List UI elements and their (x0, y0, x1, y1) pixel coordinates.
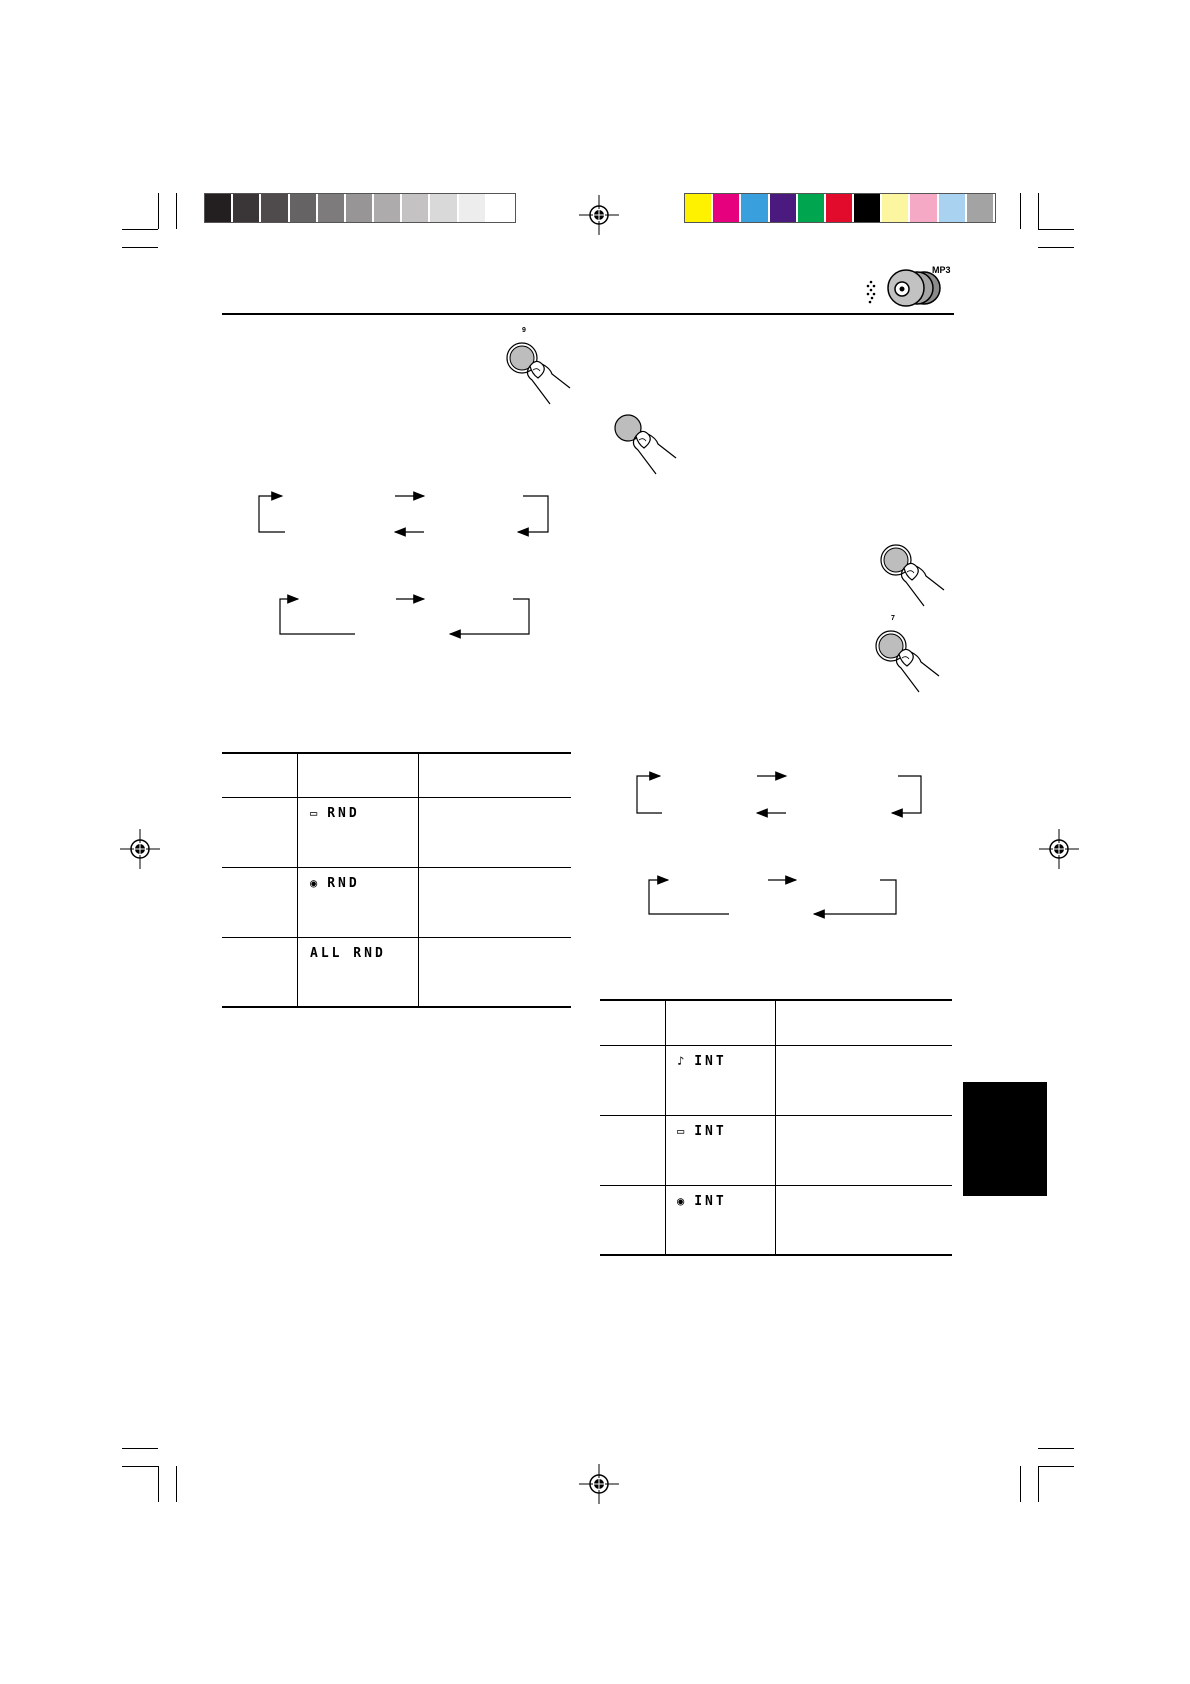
lcd-display-text: INT (694, 1054, 727, 1069)
disc-icon: ◉ (677, 1194, 685, 1208)
color-swatch (713, 194, 739, 222)
button-press-left-icon (608, 410, 678, 480)
lcd-display-text: INT (694, 1124, 727, 1139)
color-swatch (798, 194, 824, 222)
cycle-diagram-right-1 (628, 767, 938, 827)
color-swatch (487, 194, 513, 222)
table-row (677, 1194, 727, 1209)
color-swatch (233, 194, 259, 222)
table-row (310, 806, 360, 821)
lcd-display-text: RND (327, 806, 360, 821)
button-press-7-icon (871, 628, 943, 698)
lcd-display-text: INT (694, 1194, 727, 1209)
disc-icon: ◉ (310, 876, 318, 890)
color-swatch (910, 194, 936, 222)
color-swatch (402, 194, 428, 222)
color-swatch (459, 194, 485, 222)
color-swatch (261, 194, 287, 222)
button-number-7: 7 (891, 615, 895, 622)
color-swatch (770, 194, 796, 222)
color-swatch (430, 194, 456, 222)
registration-mark-right (1039, 829, 1079, 869)
color-swatch (290, 194, 316, 222)
cycle-diagram-left-1 (250, 485, 560, 545)
table-row (677, 1124, 727, 1139)
color-swatch (967, 194, 993, 222)
color-swatch (374, 194, 400, 222)
music-note-icon: ♪ (677, 1054, 685, 1068)
color-swatch (826, 194, 852, 222)
header-rule (222, 313, 954, 315)
color-swatch (939, 194, 965, 222)
process-color-bar (684, 193, 996, 223)
mp3-logo-label: MP3 (932, 265, 951, 275)
registration-mark-left (120, 829, 160, 869)
folder-icon: ▭ (310, 806, 318, 820)
color-swatch (685, 194, 711, 222)
table-row (677, 1054, 727, 1069)
grayscale-color-bar (204, 193, 516, 223)
color-swatch (318, 194, 344, 222)
registration-mark-top (579, 195, 619, 235)
table-row (310, 946, 386, 961)
button-number-9: 9 (522, 327, 526, 334)
lcd-display-text: RND (327, 876, 360, 891)
table-row (310, 876, 360, 891)
cycle-diagram-left-2 (270, 590, 540, 640)
button-press-9-icon (502, 340, 572, 410)
color-swatch (854, 194, 880, 222)
color-swatch (205, 194, 231, 222)
color-swatch (882, 194, 908, 222)
color-swatch (346, 194, 372, 222)
language-side-tab (963, 1082, 1047, 1196)
registration-mark-bottom (579, 1464, 619, 1504)
button-press-right-icon (876, 542, 948, 612)
lcd-display-text: ALL RND (310, 946, 386, 961)
color-swatch (741, 194, 767, 222)
folder-icon: ▭ (677, 1124, 685, 1138)
cycle-diagram-right-2 (636, 872, 916, 922)
